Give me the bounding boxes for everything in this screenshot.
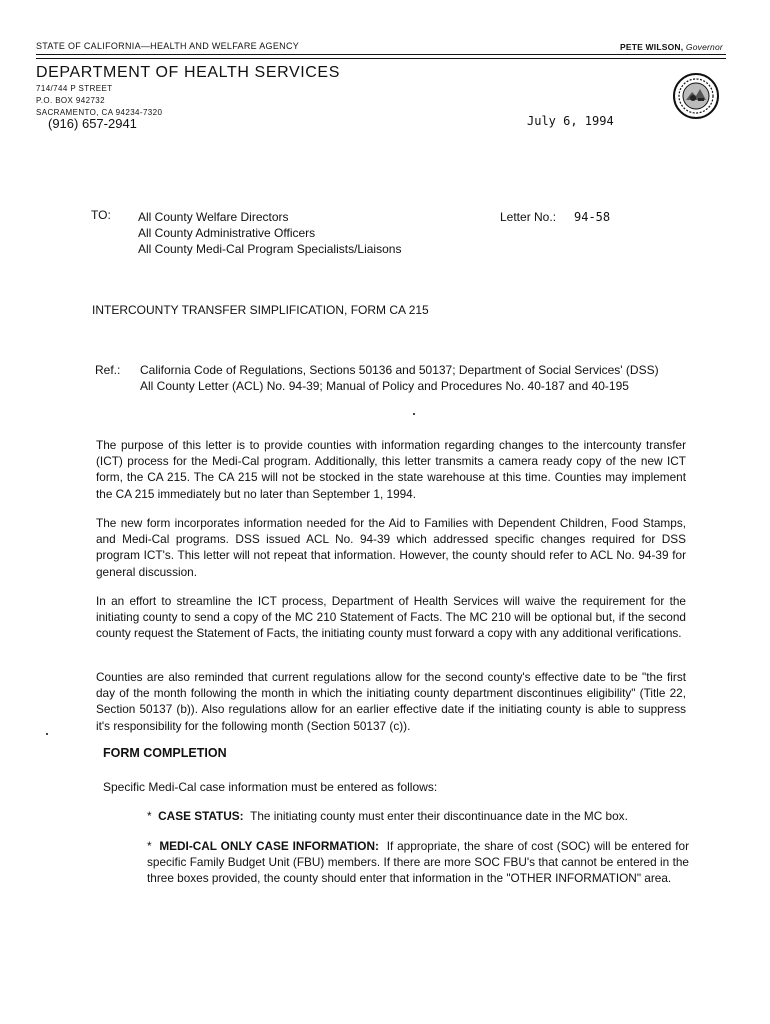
state-seal-icon <box>672 72 720 120</box>
section-heading: FORM COMPLETION <box>103 746 227 760</box>
section-intro: Specific Medi-Cal case information must be entered as follows: <box>103 780 438 794</box>
address-line: SACRAMENTO, CA 94234-7320 <box>36 108 163 117</box>
recipient-line: All County Welfare Directors <box>138 210 289 224</box>
subject-line: INTERCOUNTY TRANSFER SIMPLIFICATION, FORM CA 215 <box>92 303 429 317</box>
scan-speck <box>413 413 415 415</box>
body-paragraph: In an effort to streamline the ICT process, Department of Health Services will waive the requirement for the initiating county to send a copy of the MC 210 Statement of Facts. The MC 210 will be optional but, if the second county request the Statement of Facts, the initiating county must forward a copy with any additional verifications. <box>96 594 686 641</box>
bullet-marker: * <box>147 809 152 823</box>
item-title: MEDI-CAL ONLY CASE INFORMATION: <box>159 839 379 853</box>
body-paragraph: The purpose of this letter is to provide counties with information regarding changes to the intercounty transfer (ICT) process for the Medi-Cal program. Additionally, this letter transmits a camera ready copy of the new ICT form, the CA 215. The CA 215 will not be stocked in the state warehouse at this time. Counties may implement the CA 215 immediately but no later than September 1, 1994. <box>96 438 686 501</box>
to-label: TO: <box>91 208 111 222</box>
scan-speck <box>46 733 48 735</box>
item-text: The initiating county must enter their discontinuance date in the MC box. <box>250 809 628 823</box>
phone-number: (916) 657-2941 <box>48 116 137 131</box>
governor-title: Governor <box>685 42 723 52</box>
recipient-line: All County Administrative Officers <box>138 226 316 240</box>
department-name: DEPARTMENT OF HEALTH SERVICES <box>36 64 340 81</box>
governor-line <box>620 42 723 52</box>
agency-header: STATE OF CALIFORNIA—HEALTH AND WELFARE AGENCY <box>36 41 300 51</box>
list-item <box>147 808 689 824</box>
body-paragraph: The new form incorporates information needed for the Aid to Families with Dependent Children, Food Stamps, and Medi-Cal programs. DSS issued ACL No. 94-39 which addressed specific changes required for DSS program ICT's. This letter will not repeat that information. However, the county should refer to ACL No. 94-39 for general discussion. <box>96 516 686 579</box>
reference-label: Ref.: <box>95 363 121 377</box>
body-paragraph: Counties are also reminded that current regulations allow for the second county's effective date to be "the first day of the month following the month in which the initiating county department discontinues eligibility" (Title 22, Section 50137 (b)). Also regulations allow for an earlier effective date if the initiating county is able to suppress it's responsibility for the following month (Section 50137 (c)). <box>96 670 686 733</box>
address-line: 714/744 P STREET <box>36 84 113 93</box>
reference-line: California Code of Regulations, Sections 50136 and 50137; Department of Social Services' (DSS) <box>140 363 659 377</box>
letter-number-label: Letter No.: <box>500 210 557 224</box>
address-line: P.O. BOX 942732 <box>36 96 106 105</box>
letter-number: 94-58 <box>574 210 611 224</box>
item-title: CASE STATUS: <box>158 809 244 823</box>
recipient-line: All County Medi-Cal Program Specialists/Liaisons <box>138 242 402 256</box>
bullet-marker: * <box>147 839 152 853</box>
governor-name: PETE WILSON, <box>620 42 684 52</box>
header-rule-thin <box>36 58 726 59</box>
letter-date: July 6, 1994 <box>527 114 614 128</box>
list-item <box>147 838 689 886</box>
header-rule <box>36 54 726 55</box>
reference-line: All County Letter (ACL) No. 94-39; Manual of Policy and Procedures No. 40-187 and 40-195 <box>140 379 629 393</box>
item-text: If appropriate, the share of cost (SOC) will be entered for specific Family Budget Unit (FBU) members. If there are more SOC FBU's that cannot be entered in the three boxes provided, the county should enter that information in the "OTHER INFORMATION" area. <box>147 839 689 885</box>
